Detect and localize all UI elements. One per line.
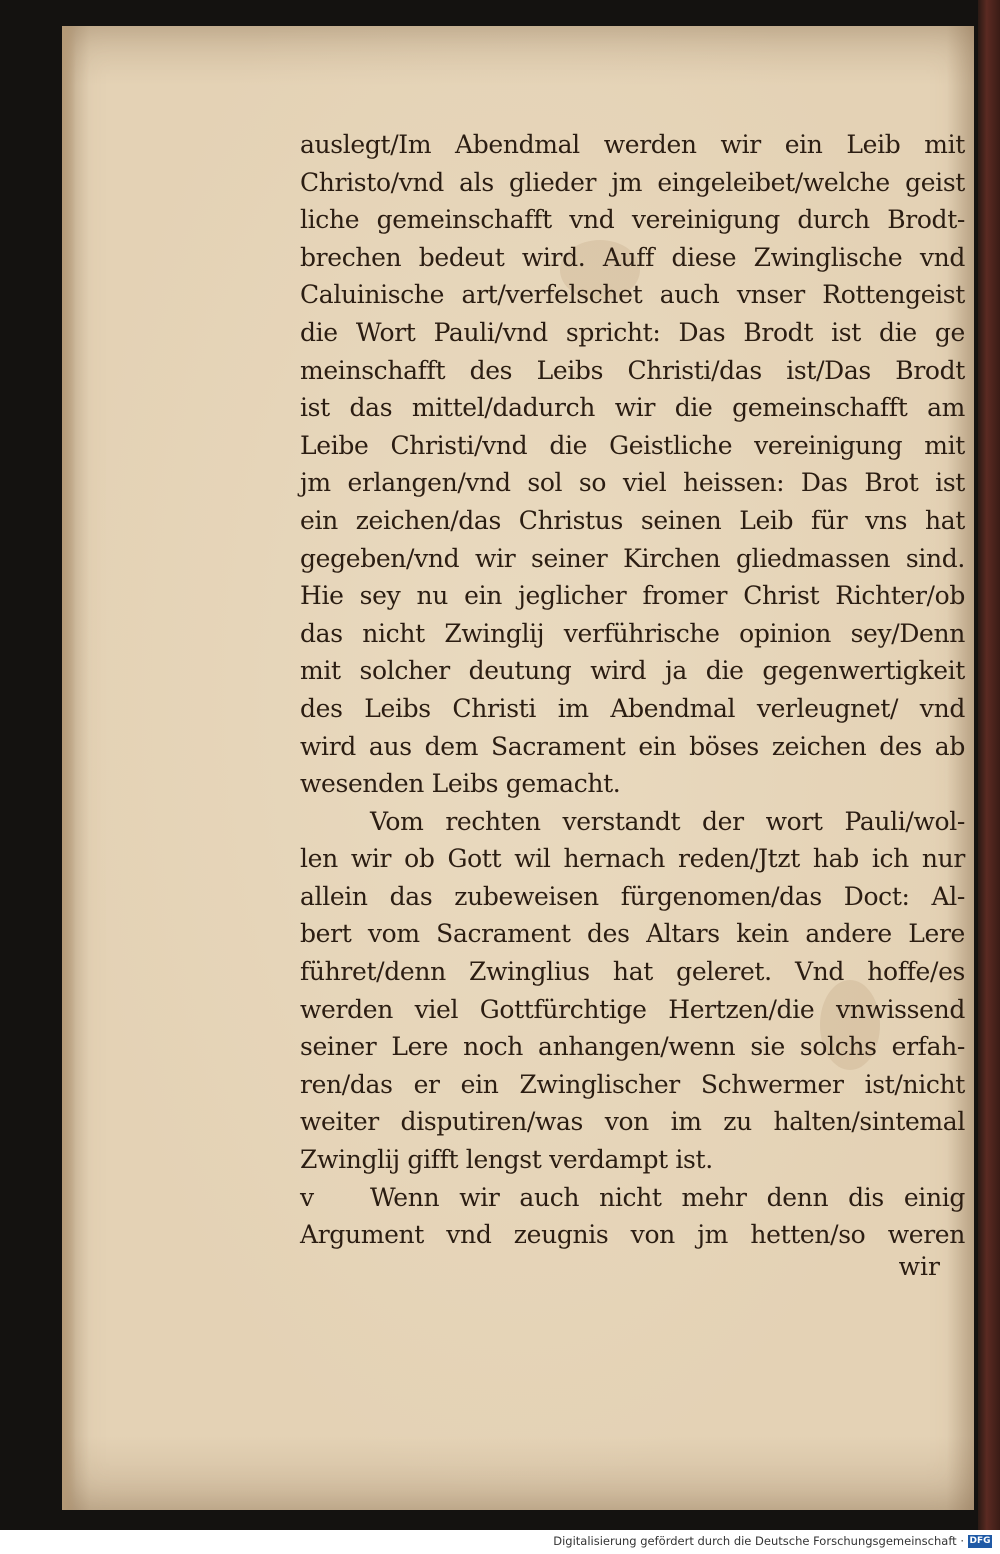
page-text [300, 126, 965, 1254]
text-line: das nicht Zwinglij verführische opinion sey/Denn [300, 618, 965, 648]
text-line: die Wort Pauli/vnd spricht: Das Brodt ist die ge [300, 317, 965, 347]
text-line: weiter disputiren/was von im zu halten/sintemal [300, 1107, 965, 1137]
text-line: ren/das er ein Zwinglischer Schwermer ist/nicht [300, 1069, 965, 1099]
dfg-logo-icon: DFG [969, 1536, 991, 1546]
text-line: Caluinische art/verfelschet auch vnser Rottengeist [300, 280, 965, 310]
text-line: brechen bedeut wird. Auff diese Zwinglische vnd [300, 242, 965, 272]
text-line: ein zeichen/das Christus seinen Leib für vns hat [300, 505, 965, 535]
text-line: Leibe Christi/vnd die Geistliche vereinigung mit [300, 430, 965, 460]
text-line: Hie sey nu ein jeglicher fromer Christ Richter/ob [300, 581, 965, 611]
text-line: des Leibs Christi im Abendmal verleugnet/ vnd [300, 693, 965, 723]
book-cover-edge [978, 0, 1000, 1530]
text-line: len wir ob Gott wil hernach reden/Jtzt hab ich nur [300, 844, 965, 874]
text-line: werden viel Gottfürchtige Hertzen/die vnwissend [300, 994, 965, 1024]
catchword: wir [898, 1252, 940, 1281]
text-line: Vom rechten verstandt der wort Pauli/wol- [370, 806, 965, 836]
text-line: Argument vnd zeugnis von jm hetten/so weren [300, 1220, 965, 1250]
text-line: wird aus dem Sacrament ein böses zeichen des ab [300, 731, 965, 761]
text-line: seiner Lere noch anhangen/wenn sie solchs erfah- [300, 1032, 965, 1062]
text-line: Christo/vnd als glieder jm eingeleibet/welche geist [300, 167, 965, 197]
page-gutter-shadow [62, 26, 76, 1510]
text-line: auslegt/Im Abendmal werden wir ein Leib mit [300, 130, 965, 159]
text-line: jm erlangen/vnd sol so viel heissen: Das Brot ist [300, 468, 965, 498]
text-line: bert vom Sacrament des Altars kein andere Lere [300, 919, 965, 949]
text-line: Zwinglij gifft lengst verdampt ist. [300, 1145, 713, 1175]
text-line: gegeben/vnd wir seiner Kirchen gliedmassen sind. [300, 543, 965, 573]
text-line-with-marker [300, 1179, 965, 1217]
text-line: meinschafft des Leibs Christi/das ist/Das Brodt [300, 355, 965, 385]
text-line: führet/denn Zwinglius hat geleret. Vnd hoffe/es [300, 957, 965, 987]
text-line: mit solcher deutung wird ja die gegenwertigkeit [300, 656, 965, 686]
text-line: Wenn wir auch nicht mehr denn dis einig [370, 1182, 965, 1212]
funding-credit: Digitalisierung gefördert durch die Deutsche Forschungsgemeinschaft · [553, 1534, 964, 1548]
text-line: wesenden Leibs gemacht. [300, 769, 621, 799]
text-line: allein das zubeweisen fürgenomen/das Doct: Al- [300, 881, 965, 911]
text-line: ist das mittel/dadurch wir die gemeinschafft am [300, 393, 965, 423]
text-line: liche gemeinschafft vnd vereinigung durch Brodt- [300, 205, 965, 235]
marginal-mark: v [300, 1182, 314, 1212]
footer-bar [0, 1530, 1000, 1554]
